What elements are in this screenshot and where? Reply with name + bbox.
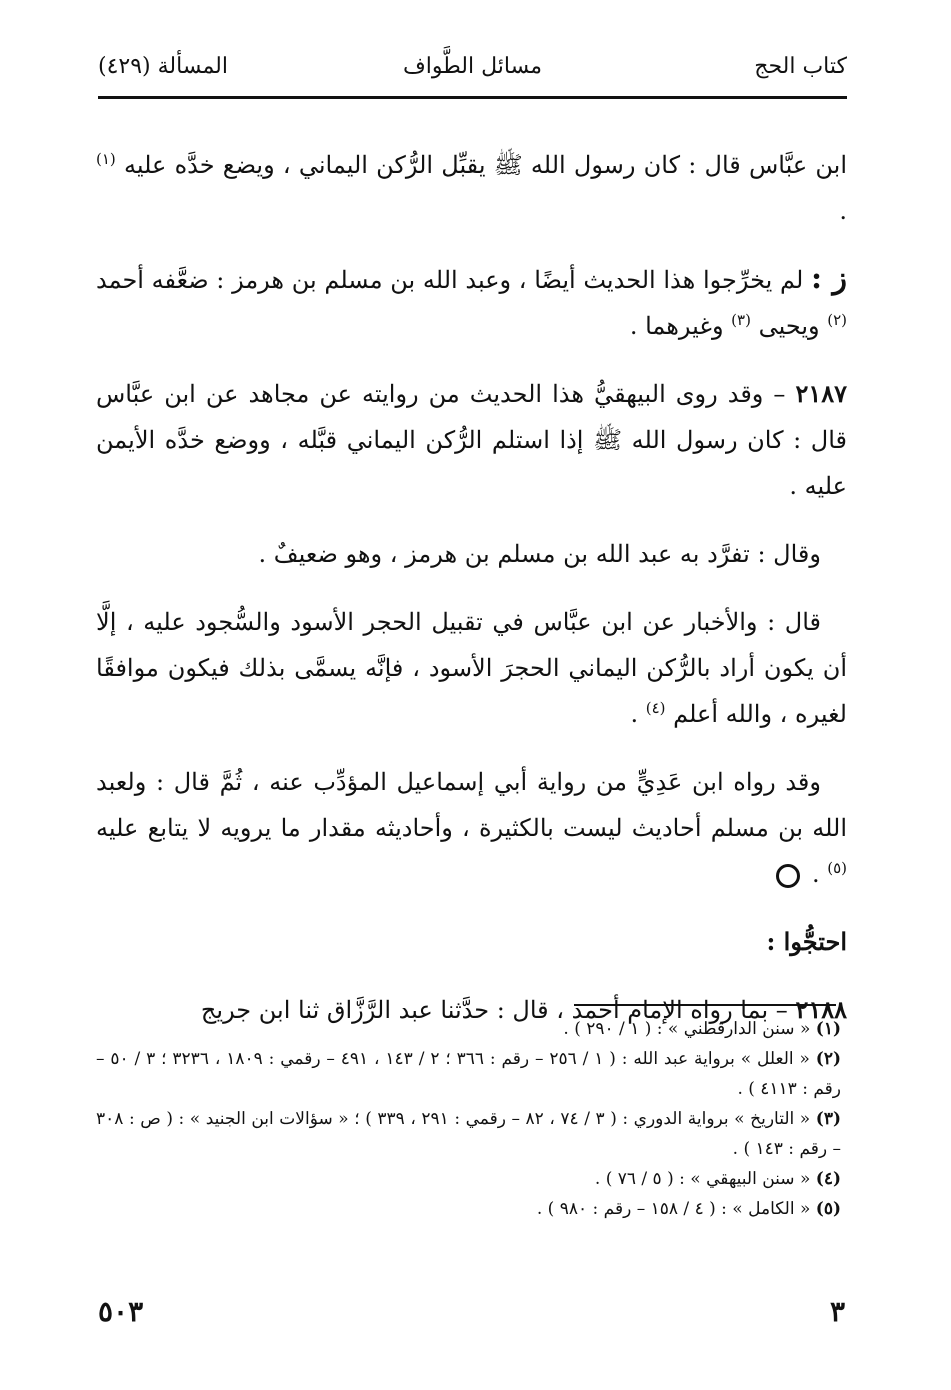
paragraph-ibn-adi	[96, 759, 847, 897]
paragraph-text: وقال : تفرَّد به عبد الله بن مسلم بن هرمز ، وهو ضعيفٌ .	[258, 540, 821, 568]
section-end-circle-icon	[776, 864, 800, 888]
paragraph-tail: .	[811, 860, 828, 888]
subheading-ihtajju	[96, 919, 847, 965]
hadith-number-2188: ٢١٨٨	[795, 995, 847, 1024]
page-number: ٥٠٣	[98, 1295, 144, 1328]
header-issue-number: المسألة (٤٢٩)	[98, 54, 228, 79]
footnote-number: (٣)	[815, 1109, 842, 1129]
footnote-ref-3: (٣)	[731, 311, 751, 329]
paragraph-bayhaqi-comment	[96, 531, 847, 577]
zay-mark: ز :	[810, 261, 847, 296]
zay-text-3: وغيرهما .	[629, 312, 732, 340]
footnote-1	[96, 1014, 841, 1044]
footnote-text: « سنن الدارقطني » : ( ١ / ٢٩٠ ) .	[563, 1019, 811, 1039]
paragraph-2187-text: – وقد روى البيهقيُّ هذا الحديث من روايته عن مجاهد عن ابن عبَّاس قال : كان رسول الله ﷺ إذا استلم الرُّكن اليماني قبَّله ، ووضع خدَّه الأيمن عليه .	[96, 380, 848, 500]
zay-text-1: لم يخرِّجوا هذا الحديث أيضًا ، وعبد الله بن مسلم بن هرمز : ضعَّفه أحمد	[96, 266, 811, 294]
zay-text-2: ويحيى	[750, 312, 828, 340]
paragraph-text: وقد رواه ابن عَدِيٍّ من رواية أبي إسماعيل المؤدِّب عنه ، ثُمَّ قال : ولعبد الله بن مسلم أحاديث ليست بالكثيرة ، وأحاديثه مقدار ما يرويه لا يتابع عليه	[96, 768, 847, 842]
footnote-divider	[574, 1004, 836, 1006]
subheading-text: احتجُّوا :	[766, 927, 847, 956]
hadith-number-2187: ٢١٨٧	[795, 379, 847, 408]
footnote-text: « سنن البيهقي » : ( ٥ / ٧٦ ) .	[594, 1169, 811, 1189]
footnote-ref-5: (٥)	[827, 859, 847, 877]
footnote-number: (١)	[815, 1019, 841, 1039]
paragraph-zay	[96, 256, 847, 349]
footnote-4	[96, 1164, 841, 1194]
paragraph-tail: .	[839, 197, 847, 225]
footnote-ref-1: (١)	[96, 150, 116, 168]
page-footer	[98, 1295, 845, 1329]
header-chapter-title: مسائل الطَّواف	[402, 54, 543, 79]
volume-number: ٣	[829, 1295, 845, 1328]
paragraph-2187	[96, 371, 847, 509]
header-divider	[98, 96, 847, 99]
footnote-text: « التاريخ » برواية الدوري : ( ٣ / ٧٤ ، ٨٢ – رقمي : ٢٩١ ، ٣٣٩ ) ؛ « سؤالات ابن الجنيد » : ( ص : ٣٠٨ – رقم : ١٤٣ ) .	[96, 1109, 841, 1159]
paragraph-2188-text: – بما رواه الإمام أحمد ، قال : حدَّثنا عبد الرَّزَّاق ثنا ابن جريج	[200, 996, 796, 1024]
footnote-3	[96, 1104, 841, 1164]
header-book-title: كتاب الحج	[754, 54, 847, 79]
paragraph-bayhaqi-note	[96, 599, 847, 737]
running-header	[98, 54, 847, 88]
main-text	[96, 142, 847, 1055]
paragraph-tail: .	[630, 700, 646, 728]
footnote-ref-4: (٤)	[645, 699, 666, 717]
footnote-ref-2: (٢)	[827, 311, 847, 329]
paragraph-text: ابن عبَّاس قال : كان رسول الله ﷺ يقبِّل الرُّكن اليماني ، ويضع خدَّه عليه	[124, 151, 847, 179]
paragraph-opening	[96, 142, 847, 234]
footnotes	[96, 1014, 841, 1224]
footnote-number: (٢)	[815, 1049, 842, 1069]
footnote-number: (٤)	[815, 1169, 841, 1189]
footnote-text: « العلل » برواية عبد الله : ( ١ / ٢٥٦ – رقم : ٣٦٦ ؛ ٢ / ١٤٣ ، ٤٩١ – رقمي : ١٨٠٩ ، ٣٢٣٦ ؛ ٣ / ٥٠ – رقم : ٤١١٣ ) .	[96, 1049, 841, 1099]
footnote-number: (٥)	[815, 1199, 841, 1219]
footnote-2	[96, 1044, 841, 1104]
paragraph-text: قال : والأخبار عن ابن عبَّاس في تقبيل الحجر الأسود والسُّجود عليه ، إلَّا أن يكون أراد بالرُّكن اليماني الحجرَ الأسود ، فإنَّه يسمَّى بذلك فيكون موافقًا لغيره ، والله أعلم	[96, 608, 847, 728]
footnote-5	[96, 1194, 841, 1224]
footnote-text: « الكامل » : ( ٤ / ١٥٨ – رقم : ٩٨٠ ) .	[536, 1199, 811, 1219]
